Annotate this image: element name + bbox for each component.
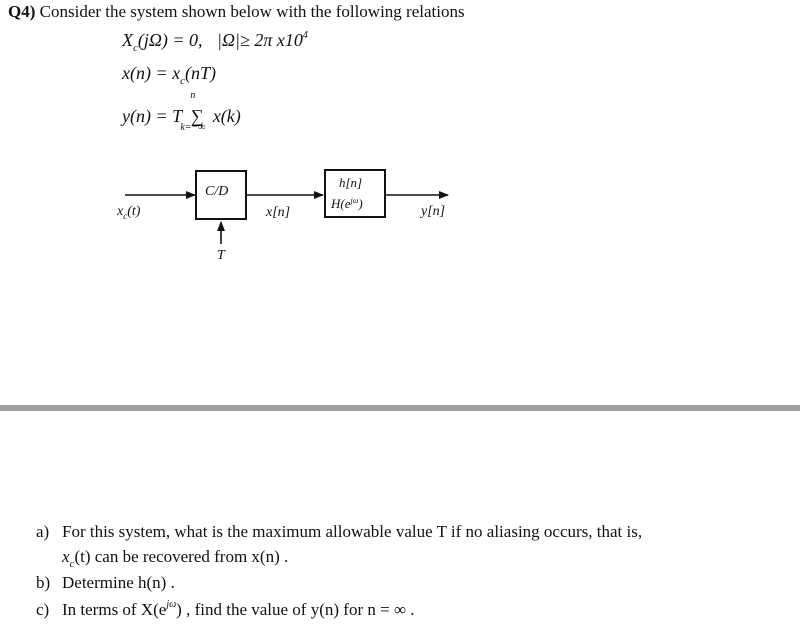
question-c: c) In terms of $X(e^{j\omega})$ , find the value of y(n) for n = ∞ .: [36, 599, 415, 619]
relation-1-var: X: [122, 30, 133, 50]
summation-upper: n: [190, 90, 196, 101]
question-b-text: Determine h(n) .: [62, 573, 175, 592]
relation-2-rhs: (nT): [185, 63, 217, 83]
relation-1-sub: c: [133, 42, 138, 54]
question-a-letter: a): [36, 522, 50, 541]
question-a-text: For this system, what is the maximum allowable value T if no aliasing occurs, that is,: [62, 522, 643, 541]
cd-block-label: C/D: [205, 184, 229, 199]
relation-2-lhs: x(n) = x: [122, 63, 181, 83]
relation-3-rhs: x(k): [212, 106, 241, 126]
section-divider: [0, 405, 800, 411]
question-intro: Consider the system shown below with the following relations: [39, 2, 465, 21]
block-diagram: [0, 0, 800, 300]
summation-lower: k=−∞: [180, 122, 206, 133]
question-b-letter: b): [36, 573, 51, 592]
output-signal-label: y[n]: [421, 204, 446, 219]
input-signal-label: $x_c(t)$: [117, 204, 141, 221]
relation-1-exp: 4: [302, 30, 308, 41]
question-a-continuation: $x_c(t)$ can be recovered from x(n) .: [62, 547, 289, 570]
discrete-signal-label: x[n]: [266, 205, 291, 220]
question-c-letter: c): [36, 600, 50, 619]
relation-2-sub: c: [180, 75, 186, 87]
filter-frequency-label: $H(e^{j\omega})$: [331, 196, 363, 211]
question-a: [36, 522, 642, 542]
question-label: Q4): [8, 2, 36, 21]
sampling-period-label: T: [217, 248, 225, 263]
relation-3-lhs: y(n) = T: [122, 106, 182, 126]
relation-1-condition: |Ω|≥ 2π x10: [217, 30, 303, 50]
filter-impulse-label: h[n]: [339, 175, 363, 190]
question-b: [36, 573, 175, 593]
summation-symbol: ∑: [190, 106, 204, 126]
relation-1-arg: (jΩ) = 0,: [137, 30, 203, 50]
